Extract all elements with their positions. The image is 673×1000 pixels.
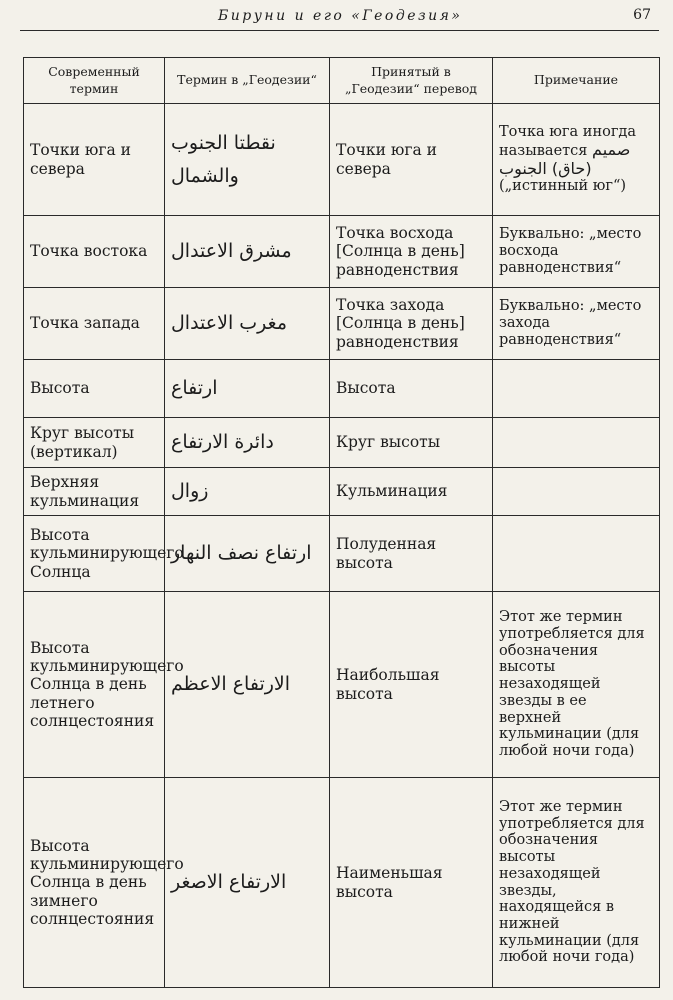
arabic-term: دائرة الارتفاع [165,418,330,468]
modern-term: Точки юга и севера [24,104,165,216]
column-header-geodesy-term: Термин в „Геодезии“ [165,58,330,104]
page-number: 67 [633,7,651,23]
arabic-term: مشرق الاعتدال [165,216,330,288]
table-row [24,592,660,778]
translation: Точка восхода [Солнца в день] равноденствия [330,216,493,288]
translation: Круг высоты [330,418,493,468]
translation: Наибольшая высота [330,592,493,778]
table-row [24,778,660,988]
table-row [24,104,660,216]
modern-term: Высота [24,360,165,418]
modern-term: Точка запада [24,288,165,360]
translation: Полуденная высота [330,516,493,592]
note [493,360,660,418]
note-text: Точка юга иногда называется [499,124,637,159]
arabic-term: الارتفاع الاصغر [165,778,330,988]
note [493,468,660,516]
translation: Высота [330,360,493,418]
arabic-term: نقطتا الجنوب والشمال [165,104,330,216]
table-row [24,288,660,360]
note-tail: („истинный юг“) [499,178,627,195]
header-row [24,58,660,104]
running-header [20,4,659,31]
note: Буквально: „место захода равноденствия“ [493,288,660,360]
column-header-translation: Принятый в „Геодезии“ перевод [330,58,493,104]
modern-term: Высота кульминирующего Солнца [24,516,165,592]
note [493,418,660,468]
arabic-term: زوال [165,468,330,516]
note: Буквально: „место восхода равноденствия“ [493,216,660,288]
modern-term: Круг высоты (вертикал) [24,418,165,468]
modern-term: Высота кульминирующего Солнца в день зимнего солнцестояния [24,778,165,988]
arabic-term: ارتفاع نصف النهار [165,516,330,592]
note [493,516,660,592]
table-row [24,418,660,468]
modern-term: Высота кульминирующего Солнца в день летнего солнцестояния [24,592,165,778]
translation: Кульминация [330,468,493,516]
note: Этот же термин употребляется для обозначения высоты незаходящей звезды, находящейся в нижней кульминации (для любой ночи года) [493,778,660,988]
note-arabic: صميم (حاق) الجنوب [499,139,631,178]
translation: Точки юга и севера [330,104,493,216]
column-header-note: Примечание [493,58,660,104]
modern-term: Точка востока [24,216,165,288]
note: Этот же термин употребляется для обозначения высоты незаходящей звезды в ее верхней кульминации (для любой ночи года) [493,592,660,778]
table-row [24,216,660,288]
arabic-term: الارتفاع الاعظم [165,592,330,778]
note [493,104,660,216]
arabic-term: ارتفاع [165,360,330,418]
modern-term: Верхняя кульминация [24,468,165,516]
running-title: Бируни и его «Геодезия» [218,8,463,24]
translation: Наименьшая высота [330,778,493,988]
arabic-term: مغرب الاعتدال [165,288,330,360]
column-header-modern: Современный термин [24,58,165,104]
table-row [24,516,660,592]
table-row [24,360,660,418]
table-row [24,468,660,516]
translation: Точка захода [Солнца в день] равноденствия [330,288,493,360]
terms-table [23,57,660,988]
